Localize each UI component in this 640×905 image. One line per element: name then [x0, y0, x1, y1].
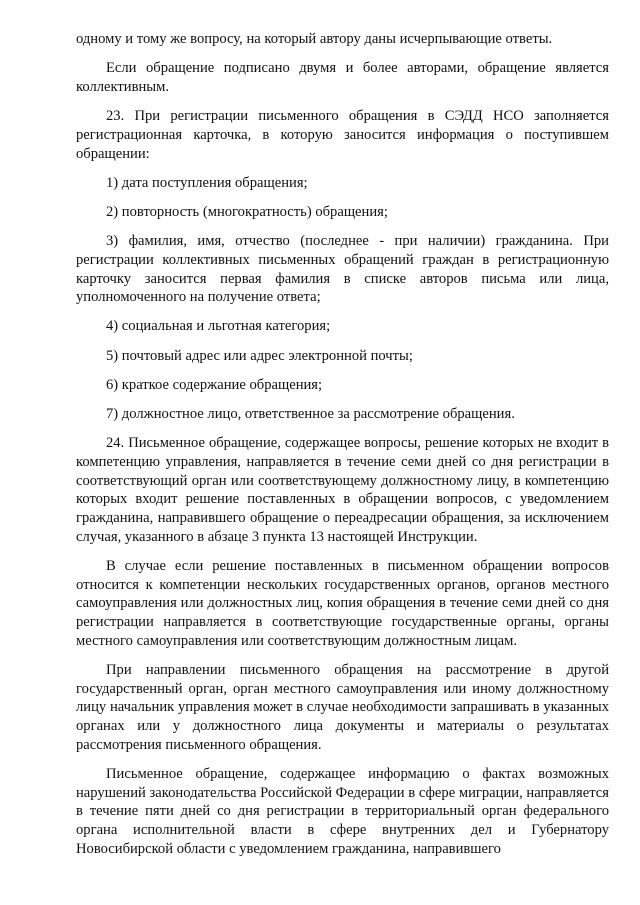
list-item-7: 7) должностное лицо, ответственное за рассмотрение обращения.	[106, 406, 515, 423]
list-item-4: 4) социальная и льготная категория;	[106, 318, 331, 335]
list-item-5: 5) почтовый адрес или адрес электронной почты;	[106, 347, 413, 364]
paragraph-collective-appeal: Если обращение подписано двумя и более авторами, обращение является коллективным.	[76, 60, 609, 95]
list-item-2: 2) повторность (многократность) обращения;	[106, 203, 388, 220]
paragraph-item-23: 23. При регистрации письменного обращения в СЭДД НСО заполняется регистрационная карточка, в которую заносится информация о поступившем обращении:	[76, 108, 609, 162]
paragraph-multiple-bodies: В случае если решение поставленных в письменном обращении вопросов относится к компетенции нескольких государственных органов, органов местного самоуправления или должностных лиц, копия обращения в течение семи дней со дня регистрации направляется в соответствующие государственные органы, органы местного самоуправления или соответствующим должностным лицам.	[76, 557, 609, 649]
list-item-6: 6) краткое содержание обращения;	[106, 376, 323, 393]
paragraph-continuation: одному и тому же вопросу, на который автору даны исчерпывающие ответы.	[76, 31, 553, 47]
paragraph-request-documents: При направлении письменного обращения на рассмотрение в другой государственный орган, орган местного самоуправления или иному должностному лицу начальник управления может в случае необходимости запрашивать в указанных органах или у должностного лица документы и материалы о результатах рассмотрения письменного обращения.	[76, 661, 609, 753]
list-item-1: 1) дата поступления обращения;	[106, 174, 308, 191]
paragraph-item-24: 24. Письменное обращение, содержащее вопросы, решение которых не входит в компетенцию управления, направляется в течение семи дней со дня регистрации в соответствующий орган или соответствующему должностному лицу, в компетенцию которых входит решение поставленных в обращении вопросов, с уведомлением гражданина, направившего обращение о переадресации обращения, за исключением случая, указанного в абзаце 3 пункта 13 настоящей Инструкции.	[76, 435, 609, 545]
paragraph-migration: Письменное обращение, содержащее информацию о фактах возможных нарушений законодательства Российской Федерации в сфере миграции, направляется в течение пяти дней со дня регистрации в территориальный орган федерального органа исполнительной власти в сфере внутренних дел и Губернатору Новосибирской области с уведомлением гражданина, направившего	[76, 766, 609, 857]
list-item-3: 3) фамилия, имя, отчество (последнее - при наличии) гражданина. При регистрации коллективных письменных обращений граждан в регистрационную карточку заносится первая фамилия в списке авторов письма или лица, уполномоченного на получение ответа;	[76, 233, 609, 306]
